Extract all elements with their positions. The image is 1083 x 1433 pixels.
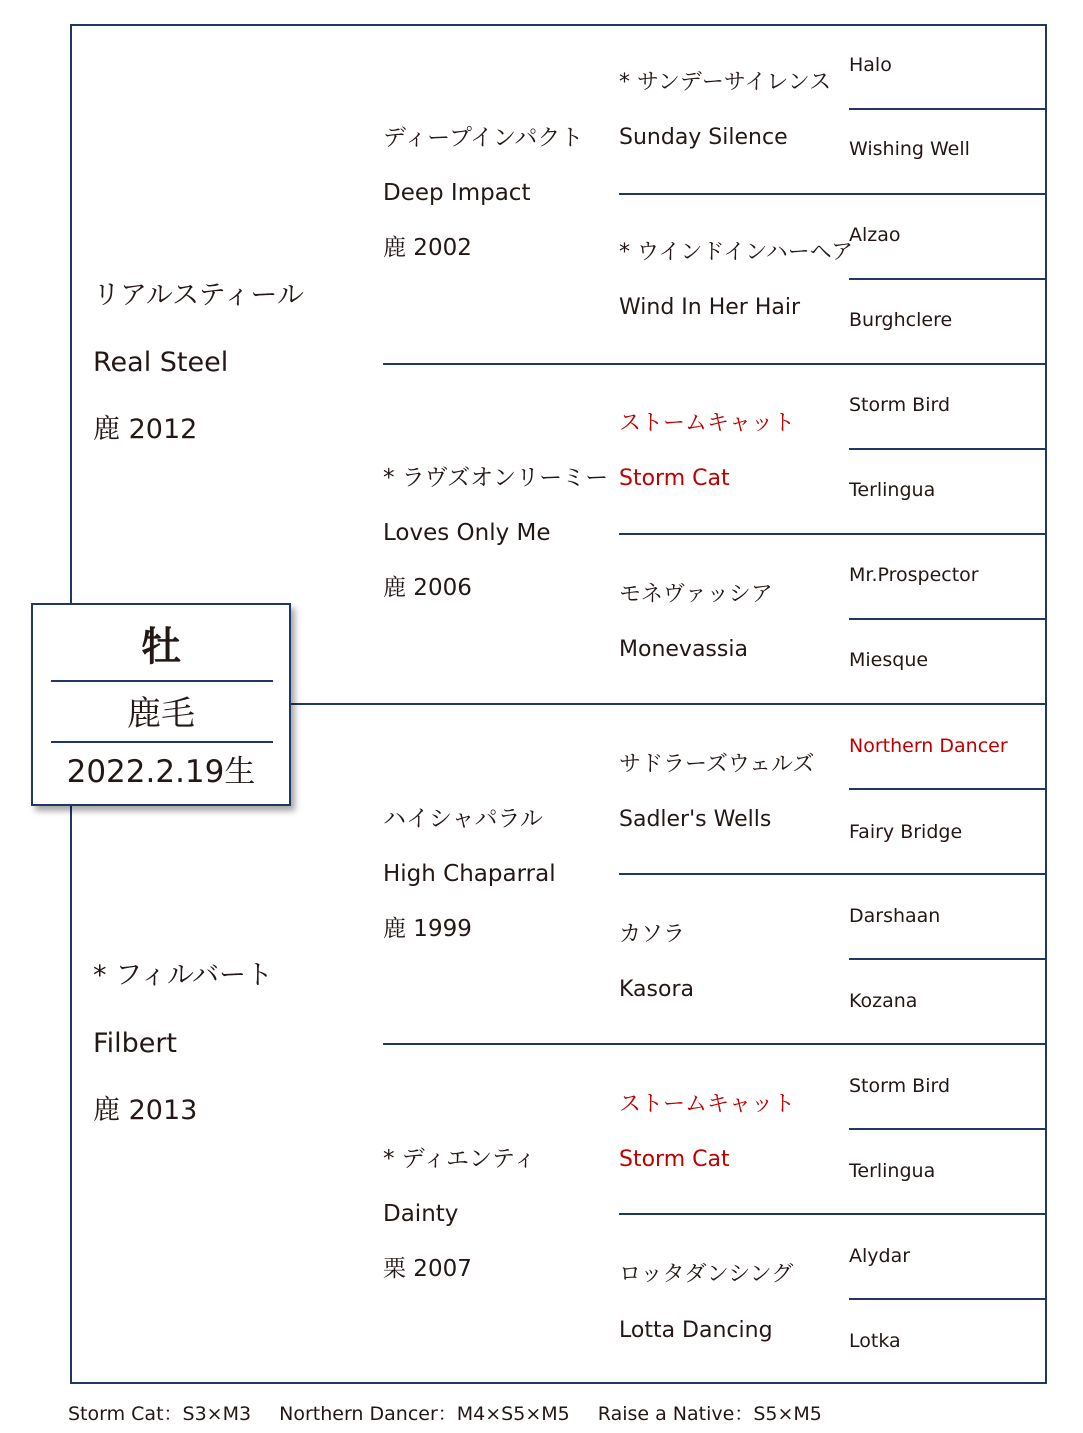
sire-sire-name-ja: ディープインパクト [383, 125, 584, 151]
gen4-name: Wishing Well [849, 138, 970, 160]
divider-gen4 [849, 448, 1047, 450]
gen4-name: Alzao [849, 224, 901, 246]
sire-name-ja: リアルスティール [93, 280, 304, 311]
dam-dam-name-en: Dainty [383, 1201, 459, 1227]
gen3-name-ja-highlight: ストームキャット [619, 411, 796, 436]
dam-sire-name-en: High Chaparral [383, 861, 556, 887]
gen4-name-highlight: Northern Dancer [849, 735, 1008, 757]
gen4-name: Darshaan [849, 905, 941, 927]
divider-gen4 [849, 1128, 1047, 1130]
gen3-name-ja: カソラ [619, 922, 686, 947]
inbreeding-item: Northern Dancer：M4×S5×M5 [279, 1403, 570, 1425]
gen4-name: Alydar [849, 1245, 911, 1267]
gen4-name: Storm Bird [849, 394, 951, 416]
gen3-name-en: Monevassia [619, 637, 748, 662]
divider-gen3 [619, 873, 1047, 875]
gen3-name-en: Sunday Silence [619, 125, 788, 150]
gen3-name-en-highlight: Storm Cat [619, 466, 730, 491]
sire-dam-name-ja: * ラヴズオンリーミー [383, 465, 609, 491]
sire-dam-name-en: Loves Only Me [383, 520, 551, 546]
gen3-name-ja: サドラーズウェルズ [619, 752, 815, 777]
divider-dam-halves [383, 1043, 1047, 1045]
gen4-name: Miesque [849, 649, 929, 671]
gen4-name: Mr.Prospector [849, 564, 979, 586]
gen3-name-en-highlight: Storm Cat [619, 1147, 730, 1172]
divider-gen3 [619, 193, 1047, 195]
gen4-name: Terlingua [849, 1160, 936, 1182]
divider-gen4 [849, 108, 1047, 110]
dam-sire-name-ja: ハイシャパラル [383, 806, 543, 832]
gen4-name: Fairy Bridge [849, 821, 963, 843]
gen3-name-en: Sadler's Wells [619, 807, 772, 832]
gen3-name-ja: * サンデーサイレンス [619, 70, 832, 95]
subject-box [31, 603, 291, 806]
gen3-name-ja: モネヴァッシア [619, 582, 773, 607]
gen4-name: Kozana [849, 990, 918, 1012]
divider-gen4 [849, 1298, 1047, 1300]
inbreeding-footnote [68, 1399, 844, 1426]
gen3-name-en: Wind In Her Hair [619, 295, 801, 320]
subject-sex: 牡 [141, 624, 181, 670]
subject-color: 鹿毛 [127, 694, 195, 734]
sire-sire-info: 鹿 2002 [383, 235, 472, 261]
divider-sire-halves [383, 363, 1047, 365]
inbreeding-item: Raise a Native：S5×M5 [597, 1403, 822, 1425]
divider-gen3 [619, 1213, 1047, 1215]
sire-info: 鹿 2012 [93, 414, 198, 445]
divider-gen4 [849, 788, 1047, 790]
gen3-name-en: Kasora [619, 977, 694, 1002]
gen4-name: Halo [849, 54, 892, 76]
dam-info: 鹿 2013 [93, 1095, 198, 1126]
dam-name-ja: * フィルバート [93, 960, 274, 991]
inbreeding-item: Storm Cat：S3×M3 [68, 1403, 252, 1425]
gen3-name-ja-highlight: ストームキャット [619, 1092, 796, 1117]
gen3-name-ja: * ウインドインハーヘア [619, 240, 854, 265]
dam-dam-info: 栗 2007 [383, 1256, 472, 1282]
sire-dam-info: 鹿 2006 [383, 575, 472, 601]
gen4-name: Lotka [849, 1330, 901, 1352]
subject-birth: 2022.2.19生 [66, 754, 256, 790]
divider-gen4 [849, 958, 1047, 960]
gen4-name: Storm Bird [849, 1075, 951, 1097]
subject-divider [51, 680, 273, 682]
dam-sire-info: 鹿 1999 [383, 916, 472, 942]
subject-divider [51, 741, 273, 743]
dam-name-en: Filbert [93, 1028, 178, 1059]
dam-dam-name-ja: * ディエンティ [383, 1146, 537, 1172]
gen3-name-en: Lotta Dancing [619, 1318, 773, 1343]
divider-gen4 [849, 278, 1047, 280]
sire-name-en: Real Steel [93, 347, 229, 378]
gen4-name: Burghclere [849, 309, 953, 331]
gen3-name-ja: ロッタダンシング [619, 1262, 794, 1287]
divider-gen4 [849, 618, 1047, 620]
gen4-name: Terlingua [849, 479, 936, 501]
divider-gen3 [619, 533, 1047, 535]
sire-sire-name-en: Deep Impact [383, 180, 531, 206]
divider-sire-dam [290, 703, 1047, 705]
